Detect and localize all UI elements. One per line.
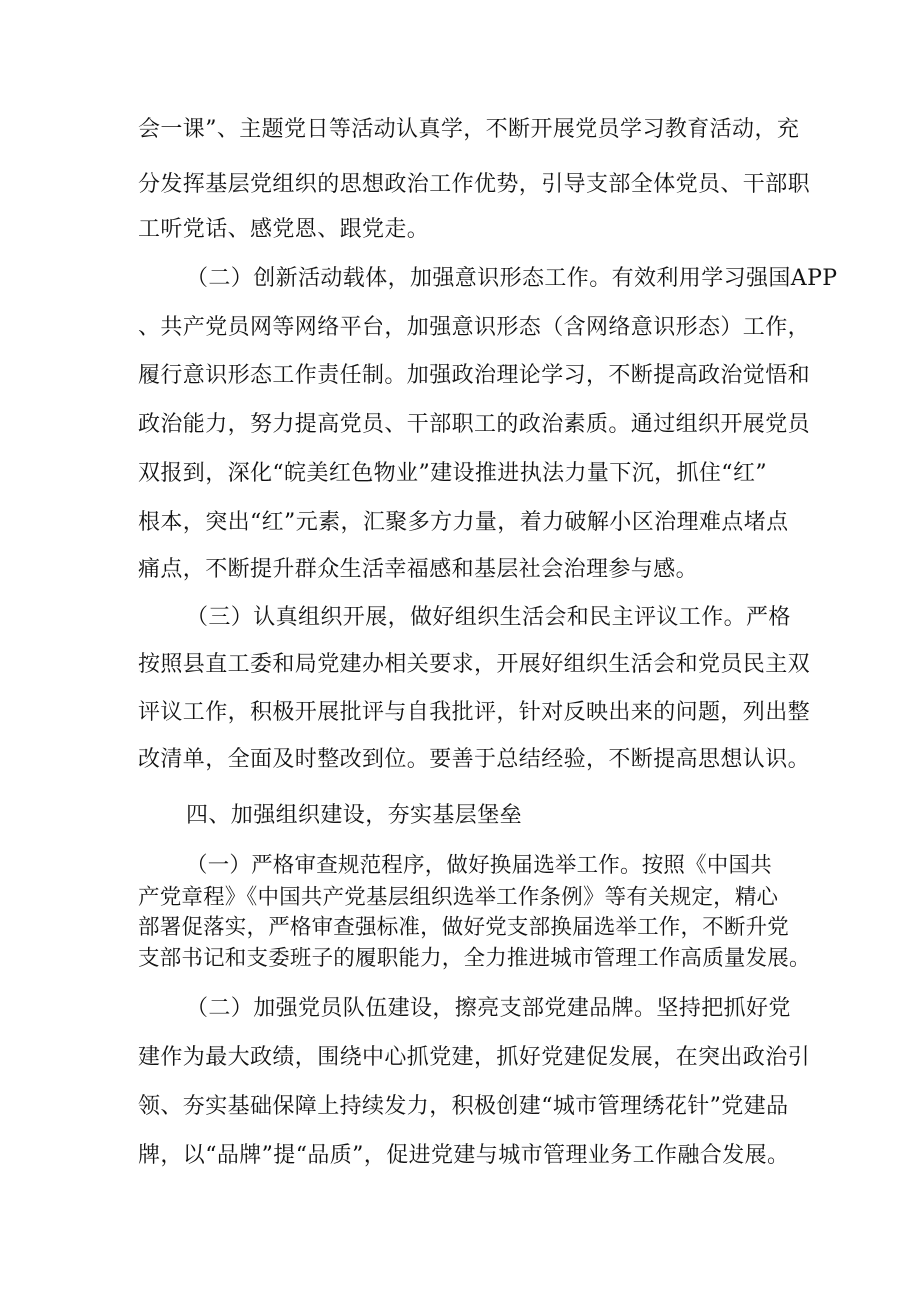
text-line: 、共产党员网等网络平台，加强意识形态（含网络意识形态）工作， xyxy=(138,315,811,340)
text-line: 牌，以“品牌”提“品质”，促进党建与城市管理业务工作融合发展。 xyxy=(138,1143,790,1168)
text-line: 产党章程》《中国共产党基层组织选举工作条例》等有关规定，精心 xyxy=(138,885,779,910)
paragraph-start-line: （三）认真组织开展，做好组织生活会和民主评议工作。严格 xyxy=(186,605,791,630)
text-line: 工听党话、感党恩、跟党走。 xyxy=(138,217,430,242)
text-line: 建作为最大政绩，围绕中心抓党建，抓好党建促发展，在突出政治引 xyxy=(138,1045,811,1070)
paragraph-start-line: （二）加强党员队伍建设，擦亮支部党建品牌。坚持把抓好党 xyxy=(186,996,791,1021)
text-line: 会一课”、主题党日等活动认真学，不断开展党员学习教育活动，充 xyxy=(138,117,800,142)
text-line: 改清单，全面及时整改到位。要善于总结经验，不断提高思想认识。 xyxy=(138,747,811,772)
text-line: 履行意识形态工作责任制。加强政治理论学习，不断提高政治觉悟和 xyxy=(138,363,811,388)
paragraph-start-line: （二）创新活动载体，加强意识形态工作。有效利用学习强国APP xyxy=(186,266,838,291)
text-line: 双报到，深化“皖美红色物业”建设推进执法力量下沉，抓住“红” xyxy=(138,461,767,486)
text-line: 评议工作，积极开展批评与自我批评，针对反映出来的问题，列出整 xyxy=(138,700,811,725)
text-line: 根本，突出“红”元素，汇聚多方力量，着力破解小区治理难点堵点 xyxy=(138,510,789,535)
text-line: 支部书记和支委班子的履职能力，全力推进城市管理工作高质量发展。 xyxy=(138,946,811,971)
text-line: 按照县直工委和局党建办相关要求，开展好组织生活会和党员民主双 xyxy=(138,652,811,677)
text-line: 分发挥基层党组织的思想政治工作优势，引导支部全体党员、干部职 xyxy=(138,172,811,197)
text-line: 领、夯实基础保障上持续发力，积极创建“城市管理绣花针”党建品 xyxy=(138,1094,789,1119)
section-heading: 四、加强组织建设，夯实基层堡垒 xyxy=(186,803,523,828)
text-line: 政治能力，努力提高党员、干部职工的政治素质。通过组织开展党员 xyxy=(138,412,811,437)
text-line: 部署促落实，严格审查强标准，做好党支部换届选举工作，不断升党 xyxy=(138,915,790,940)
text-line: 痛点，不断提升群众生活幸福感和基层社会治理参与感。 xyxy=(138,557,699,582)
paragraph-start-line: （一）严格审查规范程序，做好换届选举工作。按照《中国共 xyxy=(186,853,772,878)
